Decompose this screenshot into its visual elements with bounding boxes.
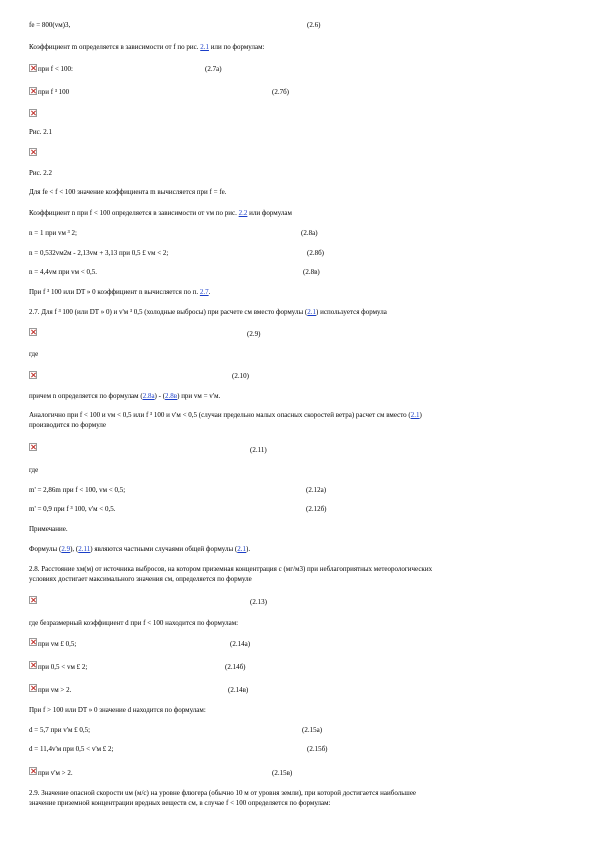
text: Аналогично при f < 100 и vм < 0,5 или f ³ 100 и v'м < 0,5 (случаи предельно малых опасных скоростей ветра) расчет cм вместо ( [29,411,411,419]
broken-image-icon [29,638,37,646]
formula-number: (2.7а) [205,65,222,73]
paragraph: условиях достигает максимального значения cм, определяется по формуле [29,575,252,583]
formula-condition: при vм £ 0,5; [38,640,77,648]
broken-image-icon [29,767,37,775]
formula-number: (2.8а) [301,229,318,237]
broken-image-icon [29,87,37,95]
paragraph: производится по формуле [29,421,106,429]
formula-number: (2.11) [250,446,267,454]
formula-number: (2.6) [307,21,321,29]
broken-image-icon [29,64,37,72]
formula-line: m' = 2,86m при f < 100, vм < 0,5; [29,486,126,494]
broken-image-icon [29,684,37,692]
text: ), ( [70,545,79,553]
paragraph: При f > 100 или DT » 0 значение d находится по формулам: [29,706,206,714]
paragraph [29,308,387,317]
formula-number: (2.14в) [228,686,249,694]
formula-number: (2.14а) [230,640,251,648]
formula-number: (2.15б) [307,745,328,753]
paragraph: Для fe < f < 100 значение коэффициента m вычисляется при f = fe. [29,188,227,196]
formula-line: d = 11,4v'м при 0,5 < v'м £ 2; [29,745,114,753]
formula-line: n = 0,532vм2м - 2,13vм + 3,13 при 0,5 £ vм < 2; [29,249,169,257]
formula-number: (2.13) [250,598,267,606]
paragraph [29,392,220,401]
formula-number: (2.10) [232,372,249,380]
formula-line: d = 5,7 при v'м £ 0,5; [29,726,91,734]
text: Коэффициент n при f < 100 определяется в зависимости от vм по рис. [29,209,239,217]
formula-link[interactable]: 2.11 [78,545,91,553]
formula-line: n = 1 при vм ³ 2; [29,229,77,237]
broken-image-icon [29,596,37,604]
text: При f ³ 100 или DT » 0 коэффициент n вычисляется по п. [29,288,200,296]
formula-link[interactable]: 2.9 [61,545,71,553]
formula-line: m' = 0,9 при f ³ 100, v'м < 0,5. [29,505,116,513]
formula-number: (2.15а) [302,726,323,734]
paragraph [29,288,210,297]
text: Коэффициент m определяется в зависимости от f по рис. [29,43,201,51]
paragraph [29,411,422,420]
formula-number: (2.12а) [306,486,327,494]
text: ) - ( [154,392,166,400]
broken-image-icon [29,371,37,379]
formula-number: (2.14б) [225,663,246,671]
paragraph [29,209,292,218]
formula-link[interactable]: 2.1 [410,411,420,419]
figure-caption: Рис. 2.1 [29,128,52,136]
text: 2.7. Для f ³ 100 (или DT » 0) и v'м ³ 0,5 (холодные выбросы) при расчете cм вместо формулы ( [29,308,308,316]
formula-number: (2.15в) [272,769,293,777]
formula-text: fe = 800(vм)3, [29,21,71,29]
formula-number: (2.9) [247,330,261,338]
paragraph: где безразмерный коэффициент d при f < 100 находится по формулам: [29,619,239,627]
formula-condition: при vм > 2. [38,686,72,694]
broken-image-icon [29,328,37,336]
formula-condition: при v'м > 2. [38,769,73,777]
formula-line [29,21,70,30]
formula-number: (2.8б) [307,249,324,257]
text: или формулам [247,209,292,217]
text: . [208,288,211,296]
paragraph: 2.8. Расстояние хм(м) от источника выбросов, на котором приземная концентрация с (мг/м3) при неблагоприятных метеорологических [29,565,433,573]
text: причем n определяется по формулам ( [29,392,143,400]
paragraph: где [29,466,39,474]
figure-link[interactable]: 2.1 [200,43,209,51]
paragraph [29,545,250,554]
broken-image-icon [29,148,37,156]
section-link[interactable]: 2.7 [199,288,209,296]
figure-caption: Рис. 2.2 [29,169,52,177]
text: ) являются частными случаями общей формулы ( [90,545,238,553]
formula-link[interactable]: 2.8а [142,392,155,400]
formula-link[interactable]: 2.1 [237,545,247,553]
paragraph [29,43,264,52]
figure-link[interactable]: 2.2 [238,209,248,217]
paragraph: значение приземной концентрации вредных веществ cм, в случае f < 100 определяется по формулам: [29,799,331,807]
formula-number: (2.7б) [272,88,289,96]
text: ). [246,545,251,553]
formula-link[interactable]: 2.1 [307,308,317,316]
note-heading: Примечание. [29,525,68,533]
text: Формулы ( [29,545,62,553]
broken-image-icon [29,661,37,669]
formula-condition: при 0,5 < vм £ 2; [38,663,88,671]
broken-image-icon [29,109,37,117]
formula-number: (2.12б) [306,505,327,513]
paragraph: 2.9. Значение опасной скорости uм (м/с) на уровне флюгера (обычно 10 м от уровня земли), при которой достигается наибольшее [29,789,417,797]
formula-number: (2.8в) [303,268,320,276]
broken-image-icon [29,443,37,451]
paragraph: где [29,350,39,358]
text: ) используется формула [316,308,387,316]
text: ) при vм = v'м. [177,392,221,400]
formula-condition: при f ³ 100 [38,88,70,96]
formula-link[interactable]: 2.8в [165,392,178,400]
text: или по формулам: [208,43,265,51]
formula-condition: при f < 100: [38,65,73,73]
formula-line: n = 4,4vм при vм < 0,5. [29,268,97,276]
text: ) [419,411,422,419]
